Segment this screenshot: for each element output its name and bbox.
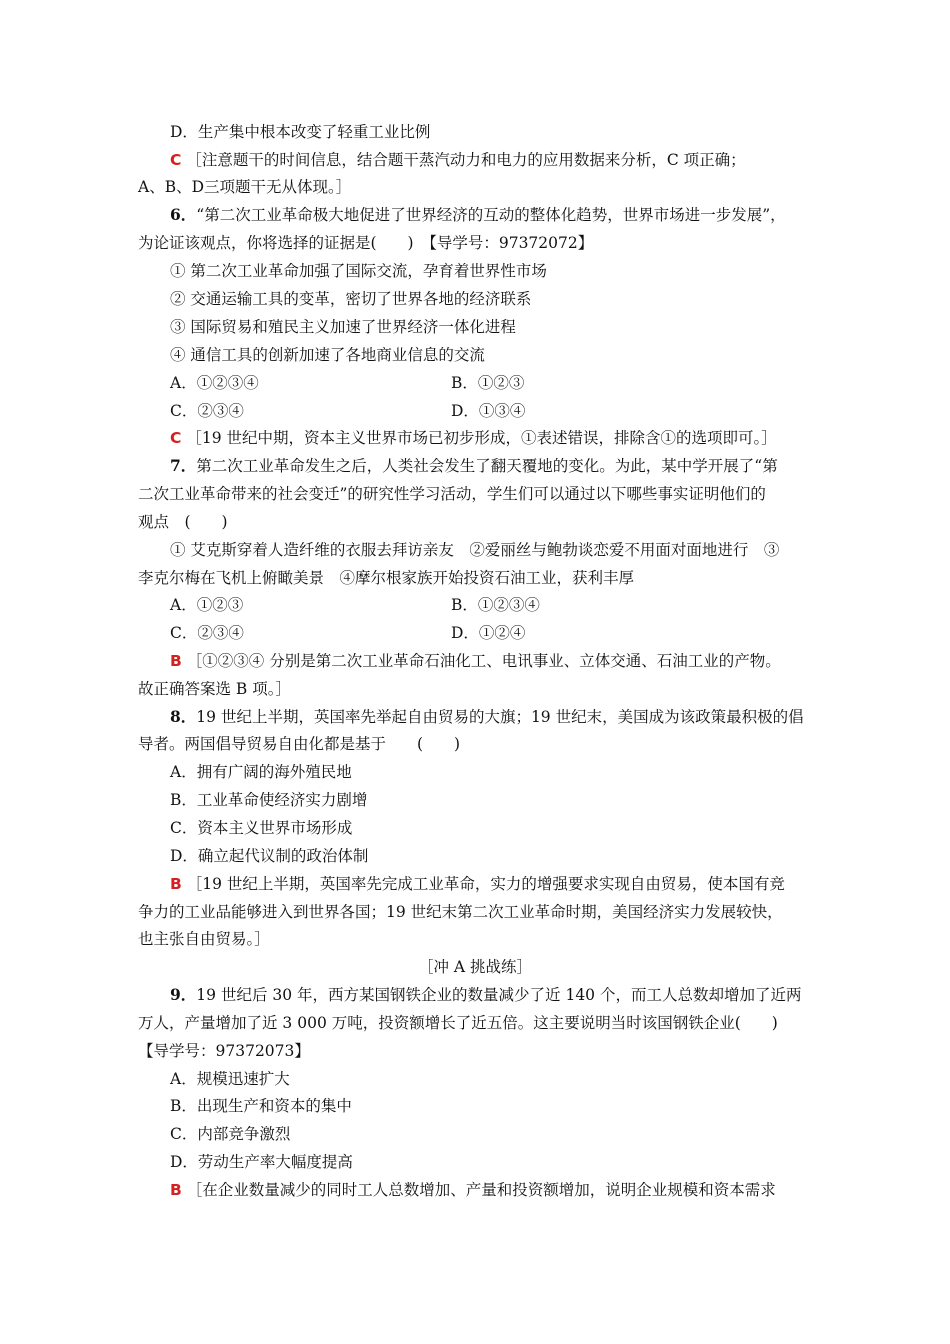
q6-item-2: ② 交通运输工具的变革，密切了世界各地的经济联系 <box>170 290 532 308</box>
q6-item-3: ③ 国际贸易和殖民主义加速了世界经济一体化进程 <box>170 318 516 336</box>
q8-stem-text-1: 19 世纪上半期，英国率先举起自由贸易的大旗；19 世纪末，美国成为该政策最积极的倡 <box>196 708 804 726</box>
q7-items-2: 李克尔梅在飞机上俯瞰美景 ④摩尔根家族开始投资石油工业，获利丰厚 <box>138 569 635 587</box>
q8-option-b: B．工业革命使经济实力剧增 <box>170 791 368 809</box>
q8-option-d: D．确立起代议制的政治体制 <box>170 847 369 865</box>
q7-stem-2: 二次工业革命带来的社会变迁”的研究性学习活动，学生们可以通过以下哪些事实证明他们的 <box>138 485 766 503</box>
q8-stem-1 <box>0 707 950 727</box>
q8-option-a: A．拥有广阔的海外殖民地 <box>170 763 352 781</box>
q8-stem-2: 导者。两国倡导贸易自由化都是基于 ( ) <box>138 735 461 753</box>
q9-option-b: B．出现生产和资本的集中 <box>170 1097 352 1115</box>
q6-answer: C <box>170 429 182 447</box>
q6-number: 6． <box>170 205 197 224</box>
q7-explanation-2: 故正确答案选 B 项。］ <box>138 680 291 698</box>
q6-stem-2: 为论证该观点，你将选择的证据是( ) 【导学号：97372072】 <box>138 234 594 252</box>
q9-stem-text-1: 19 世纪后 30 年，西方某国钢铁企业的数量减少了近 140 个，而工人总数却增加了近两 <box>196 986 802 1004</box>
q8-explanation-2: 争力的工业品能够进入到世界各国；19 世纪末第二次工业革命时期，美国经济实力发展较快， <box>138 903 783 921</box>
q8-answer-line <box>0 874 950 894</box>
q7-number: 7． <box>170 456 197 475</box>
q7-options-ab <box>0 595 950 615</box>
q8-option-c: C．资本主义世界市场形成 <box>170 819 353 837</box>
q7-option-b: B．①②③④ <box>451 596 540 614</box>
q6-item-1: ① 第二次工业革命加强了国际交流，孕育着世界性市场 <box>170 262 547 280</box>
q7-option-a: A．①②③ <box>170 596 244 614</box>
q7-stem-1 <box>0 456 950 476</box>
q7-answer: B <box>170 652 182 670</box>
q6-option-c: C．②③④ <box>170 402 244 420</box>
q7-explanation-1: ［①②③④ 分别是第二次工业革命石油化工、电讯事业、立体交通、石油工业的产物。 <box>186 652 781 670</box>
q6-option-d: D．①③④ <box>451 402 526 420</box>
q6-option-a: A．①②③④ <box>170 374 259 392</box>
section-title: ［冲 A 挑战练］ <box>417 958 533 976</box>
q8-number: 8． <box>170 707 197 726</box>
q6-stem-text-1: “第二次工业革命极大地促进了世界经济的互动的整体化趋势，世界市场进一步发展”， <box>196 206 786 224</box>
q6-answer-line <box>0 428 950 448</box>
q7-answer-line <box>0 651 950 671</box>
q6-stem-1 <box>0 205 950 225</box>
q9-stem-1 <box>0 985 950 1005</box>
q6-option-b: B．①②③ <box>451 374 525 392</box>
q5-answer-line <box>0 150 950 170</box>
q7-stem-3: 观点 ( ) <box>138 513 228 531</box>
q8-explanation-1: ［19 世纪上半期，英国率先完成工业革命，实力的增强要求实现自由贸易，使本国有竞 <box>186 875 785 893</box>
q6-item-4: ④ 通信工具的创新加速了各地商业信息的交流 <box>170 346 485 364</box>
q9-stem-3: 【导学号：97372073】 <box>138 1042 310 1060</box>
q7-options-cd <box>0 623 950 643</box>
q7-stem-text-1: 第二次工业革命发生之后，人类社会发生了翻天覆地的变化。为此，某中学开展了“第 <box>196 457 778 475</box>
q7-option-c: C．②③④ <box>170 624 244 642</box>
q5-option-d: D．生产集中根本改变了轻重工业比例 <box>170 123 431 141</box>
q5-answer: C <box>170 151 182 169</box>
q8-answer: B <box>170 875 182 893</box>
q6-options-cd <box>0 401 950 421</box>
q9-stem-2: 万人，产量增加了近 3 000 万吨，投资额增长了近五倍。这主要说明当时该国钢铁企业( ) <box>138 1014 778 1032</box>
q8-explanation-3: 也主张自由贸易。］ <box>138 930 270 948</box>
q9-number: 9． <box>170 985 197 1004</box>
q9-answer-line <box>0 1180 950 1200</box>
q9-option-c: C．内部竞争激烈 <box>170 1125 291 1143</box>
q5-explanation-1: ［注意题干的时间信息，结合题干蒸汽动力和电力的应用数据来分析，C 项正确； <box>186 151 746 169</box>
q6-options-ab <box>0 373 950 393</box>
q7-items-1: ① 艾克斯穿着人造纤维的衣服去拜访亲友 ②爱丽丝与鲍勃谈恋爱不用面对面地进行 ③ <box>170 541 780 559</box>
q5-explanation-2: A、B、D三项题干无从体现。］ <box>138 178 352 196</box>
q9-explanation-1: ［在企业数量减少的同时工人总数增加、产量和投资额增加，说明企业规模和资本需求 <box>186 1181 776 1199</box>
q7-option-d: D．①②④ <box>451 624 526 642</box>
q9-option-a: A．规模迅速扩大 <box>170 1070 290 1088</box>
q9-option-d: D．劳动生产率大幅度提高 <box>170 1153 353 1171</box>
q6-explanation: ［19 世纪中期，资本主义世界市场已初步形成，①表述错误，排除含①的选项即可。］ <box>186 429 777 447</box>
q9-answer: B <box>170 1181 182 1199</box>
